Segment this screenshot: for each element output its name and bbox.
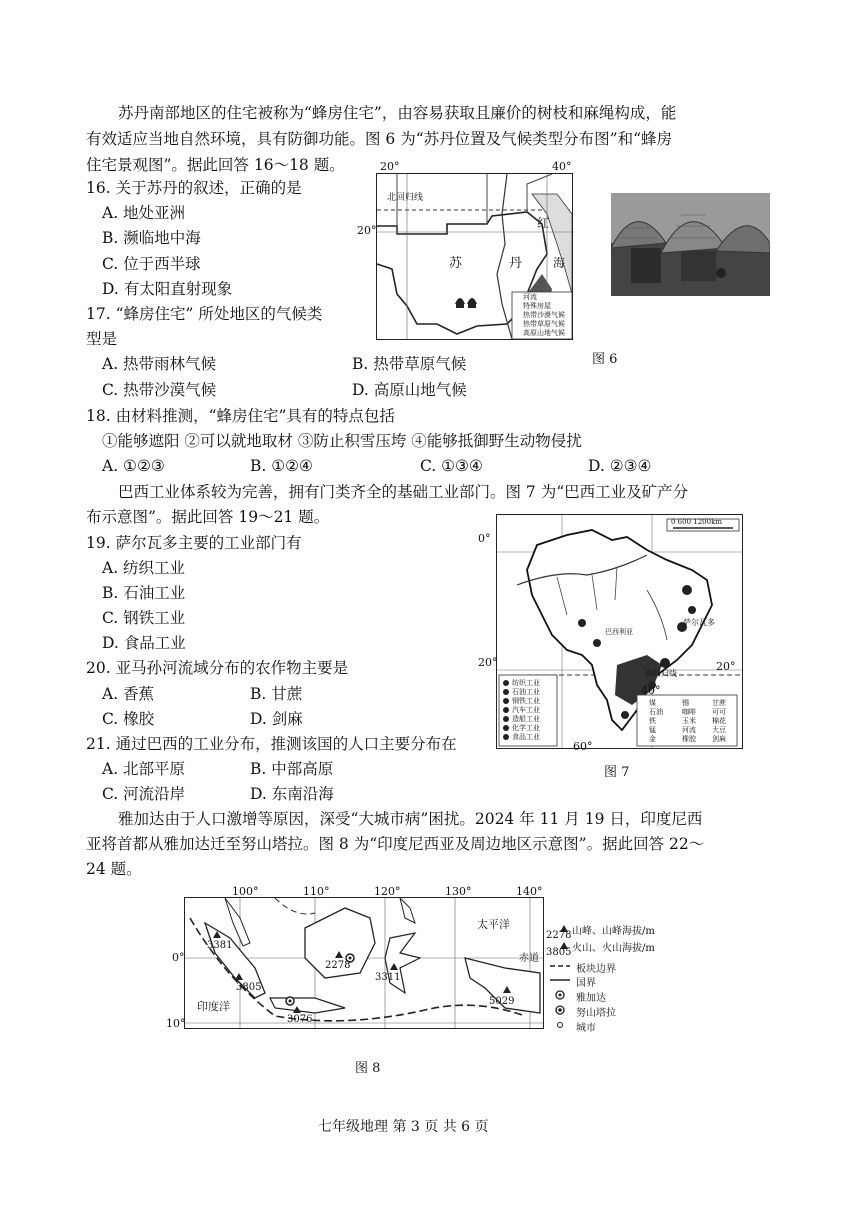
q17-stem-line2: 型是 <box>86 330 118 348</box>
passage1-line2: 有效适应当地自然环境，具有防御功能。图 6 为“苏丹位置及气候类型分布图”和“蜂房 <box>86 130 672 148</box>
q21-stem: 21. 通过巴西的工业分布，推测该国的人口主要分布在 <box>86 735 457 753</box>
philippines-islands <box>400 898 415 923</box>
fig6-legend-highland: 高原山地气候 <box>523 329 565 337</box>
q17-option-a[interactable]: A. 热带雨林气候 <box>102 355 217 373</box>
fig7-legend-oil: 石油 <box>649 708 663 716</box>
fig8-peak-3311: 3311 <box>375 972 401 983</box>
fig8-peak-3076: 3076 <box>287 1014 313 1025</box>
fig8-legend-plate: 板块边界 <box>576 964 616 975</box>
fig6-tropic-label: 北回归线 <box>387 193 424 203</box>
fig7-legend-corn: 玉米 <box>682 717 696 725</box>
q16-stem: 16. 关于苏丹的叙述，正确的是 <box>86 179 302 197</box>
fig6-lon-20: 20° <box>380 160 400 173</box>
fig8-lon-140: 140° <box>516 885 543 898</box>
passage2-line2: 布示意图”。据此回答 19～21 题。 <box>86 508 330 526</box>
fig8-lon-110: 110° <box>303 885 330 898</box>
figure7-caption: 图 7 <box>604 765 630 780</box>
passage3-line2: 亚将首都从雅加达迁至努山塔拉。图 8 为“印度尼西亚及周边地区示意图”。据此回答 22～ <box>86 835 705 853</box>
fig8-legend-peak-num: 2278 <box>546 930 572 941</box>
q18-option-a[interactable]: A. ①②③ <box>102 457 165 475</box>
fig8-legend-nusantara: 努山塔拉 <box>576 1008 616 1019</box>
q17-stem-line1: 17. “蜂房住宅” 所处地区的气候类 <box>86 305 323 323</box>
passage1-line1: 苏丹南部地区的住宅被称为“蜂房住宅”，由容易获取且廉价的树枝和麻绳构成，能 <box>118 104 677 122</box>
fig7-brasilia-label: 巴西利亚 <box>605 628 633 636</box>
fig8-lon-120: 120° <box>374 885 401 898</box>
fig6-legend-savanna: 热带草原气候 <box>523 320 565 328</box>
fig6-red-sea-label-1: 红 <box>537 216 550 230</box>
fig7-legend-petroleum: 石油工业 <box>512 688 540 696</box>
q19-option-c[interactable]: C. 钢铁工业 <box>102 609 186 627</box>
fig7-legend-coffee: 咖啡 <box>682 708 696 716</box>
fig7-legend-sugarcane: 甘蔗 <box>712 699 726 707</box>
q18-option-d[interactable]: D. ②③④ <box>588 457 652 475</box>
q17-option-d[interactable]: D. 高原山地气候 <box>352 381 467 399</box>
fig7-lat-0: 0° <box>478 532 491 545</box>
q19-option-b[interactable]: B. 石油工业 <box>102 584 186 602</box>
q21-option-c[interactable]: C. 河流沿岸 <box>102 785 186 803</box>
beehive-house-photo-svg <box>611 193 770 296</box>
passage3-line3: 24 题。 <box>86 860 142 878</box>
fig7-legend-manganese: 锰 <box>649 726 656 734</box>
java-island <box>270 998 345 1013</box>
fig8-indian-label: 印度洋 <box>197 1000 230 1013</box>
fig7-legend-shipbuilding: 造船工业 <box>512 715 540 723</box>
page-footer: 七年级地理 第 3 页 共 6 页 <box>318 1119 489 1135</box>
fig7-lat-20: 20° <box>478 656 498 669</box>
passage3-line1: 雅加达由于人口激增等原因，深受“大城市病”困扰。2024 年 11 月 19 日，印度尼西 <box>118 810 703 828</box>
fig7-legend-sisal: 剑麻 <box>712 735 726 743</box>
fig6-sudan-label-1: 苏 <box>449 256 463 271</box>
neighbor-borders <box>397 174 552 234</box>
q18-items: ①能够遮阳 ②可以就地取材 ③防止积雪压垮 ④能够抵御野生动物侵扰 <box>102 432 582 450</box>
q16-option-d[interactable]: D. 有太阳直射现象 <box>102 280 233 298</box>
fig6-lon-40: 40° <box>552 160 572 173</box>
fig7-salvador-label: 萨尔瓦多 <box>683 618 715 627</box>
q19-stem: 19. 萨尔瓦多主要的工业部门有 <box>86 534 302 552</box>
q18-option-b[interactable]: B. ①②④ <box>250 457 313 475</box>
fig7-legend-steel: 钢铁工业 <box>512 697 540 705</box>
fig8-pacific-label: 太平洋 <box>477 918 510 931</box>
fig7-legend-chemical: 化学工业 <box>512 724 540 732</box>
fig7-legend-gold: 金 <box>649 735 656 743</box>
fig7-legend-cotton: 棉花 <box>712 717 726 725</box>
fig7-legend-auto: 汽车工业 <box>512 706 540 714</box>
q20-option-c[interactable]: C. 橡胶 <box>102 710 155 728</box>
q20-option-a[interactable]: A. 香蕉 <box>102 685 155 703</box>
fig8-legend-city: 城市 <box>576 1023 596 1034</box>
figure8-caption: 图 8 <box>355 1061 381 1076</box>
fig7-legend-tin: 锡 <box>682 699 689 707</box>
fig8-lon-130: 130° <box>445 885 472 898</box>
plate-boundary-north <box>275 898 315 914</box>
fig6-legend-house: 特殊房屋 <box>523 302 551 310</box>
fig8-lat-10: 10° <box>166 1017 186 1030</box>
fig8-lon-100: 100° <box>232 885 259 898</box>
fig8-peak-3805: 3805 <box>236 982 262 993</box>
fig8-legend <box>546 922 666 1040</box>
fig6-sudan-label-2: 丹 <box>509 256 523 271</box>
fig6-legend-desert: 热带沙漠气候 <box>523 311 565 319</box>
fig8-equator-label: 赤道 <box>519 953 539 964</box>
q21-option-b[interactable]: B. 中部高原 <box>250 760 334 778</box>
special-house-icon <box>455 298 477 308</box>
fig7-lat-20-right: 20° <box>716 660 736 673</box>
beehive-house-photo <box>611 193 770 296</box>
fig7-legend-textile: 纺织工业 <box>512 679 540 687</box>
fig7-scale-label: 0 600 1200km <box>671 518 722 526</box>
fig7-lon-60: 60° <box>573 740 593 753</box>
fig7-legend-river: 河流 <box>682 726 696 734</box>
q20-option-d[interactable]: D. 剑麻 <box>250 710 303 728</box>
q21-option-a[interactable]: A. 北部平原 <box>102 760 186 778</box>
figure6-caption: 图 6 <box>592 352 618 367</box>
fig7-legend-soybean: 大豆 <box>712 726 726 734</box>
figure8-indonesia-map <box>184 897 544 1029</box>
q21-option-d[interactable]: D. 东南沿海 <box>250 785 334 803</box>
q16-option-c[interactable]: C. 位于西半球 <box>102 255 201 273</box>
fig6-lat-20: 20° <box>357 224 377 237</box>
fig7-legend-rubber: 橡胶 <box>682 735 696 743</box>
q19-option-d[interactable]: D. 食品工业 <box>102 634 186 652</box>
fig8-legend-volcano-num: 3805 <box>546 947 572 958</box>
red-sea <box>532 194 572 294</box>
q16-option-a[interactable]: A. 地处亚洲 <box>102 204 186 222</box>
fig7-lon-40: 40° <box>641 684 661 697</box>
q17-option-b[interactable]: B. 热带草原气候 <box>352 355 467 373</box>
fig7-tropic-label: 南回归线 <box>645 669 677 678</box>
fig8-legend-peak: 山峰、山峰海拔/m <box>572 926 655 937</box>
q20-stem: 20. 亚马孙河流域分布的农作物主要是 <box>86 659 349 677</box>
fig8-legend-volcano: 火山、火山海拔/m <box>572 943 655 954</box>
passage1-line3: 住宅景观图”。据此回答 16～18 题。 <box>86 156 345 174</box>
fig7-legend-cocoa: 可可 <box>712 708 726 716</box>
q19-option-a[interactable]: A. 纺织工业 <box>102 559 186 577</box>
figure6-sudan-map <box>376 173 573 340</box>
fig8-legend-border: 国界 <box>576 978 596 989</box>
q17-option-c[interactable]: C. 热带沙漠气候 <box>102 381 217 399</box>
fig7-legend-food: 食品工业 <box>512 733 540 741</box>
fig7-legend-coal: 煤 <box>649 699 656 707</box>
q18-stem: 18. 由材料推测，“蜂房住宅”具有的特点包括 <box>86 407 395 425</box>
passage2-line1: 巴西工业体系较为完善，拥有门类齐全的基础工业部门。图 7 为“巴西工业及矿产分 <box>118 483 689 501</box>
q18-option-c[interactable]: C. ①③④ <box>420 457 483 475</box>
fig7-legend-iron: 铁 <box>649 717 656 725</box>
fig8-lat-0: 0° <box>172 951 185 964</box>
q16-option-b[interactable]: B. 濒临地中海 <box>102 229 201 247</box>
q20-option-b[interactable]: B. 甘蔗 <box>250 685 303 703</box>
fig8-peak-5029: 5029 <box>489 996 515 1007</box>
fig8-peak-2278: 2278 <box>325 960 351 971</box>
sulawesi-island <box>385 933 420 993</box>
figure7-brazil-map <box>496 514 743 749</box>
fig6-legend-river: 河流 <box>523 293 537 301</box>
fig6-red-sea-label-2: 海 <box>553 256 566 270</box>
fig8-peak-3381: 3381 <box>207 940 233 951</box>
fig8-legend-jakarta: 雅加达 <box>576 993 606 1004</box>
